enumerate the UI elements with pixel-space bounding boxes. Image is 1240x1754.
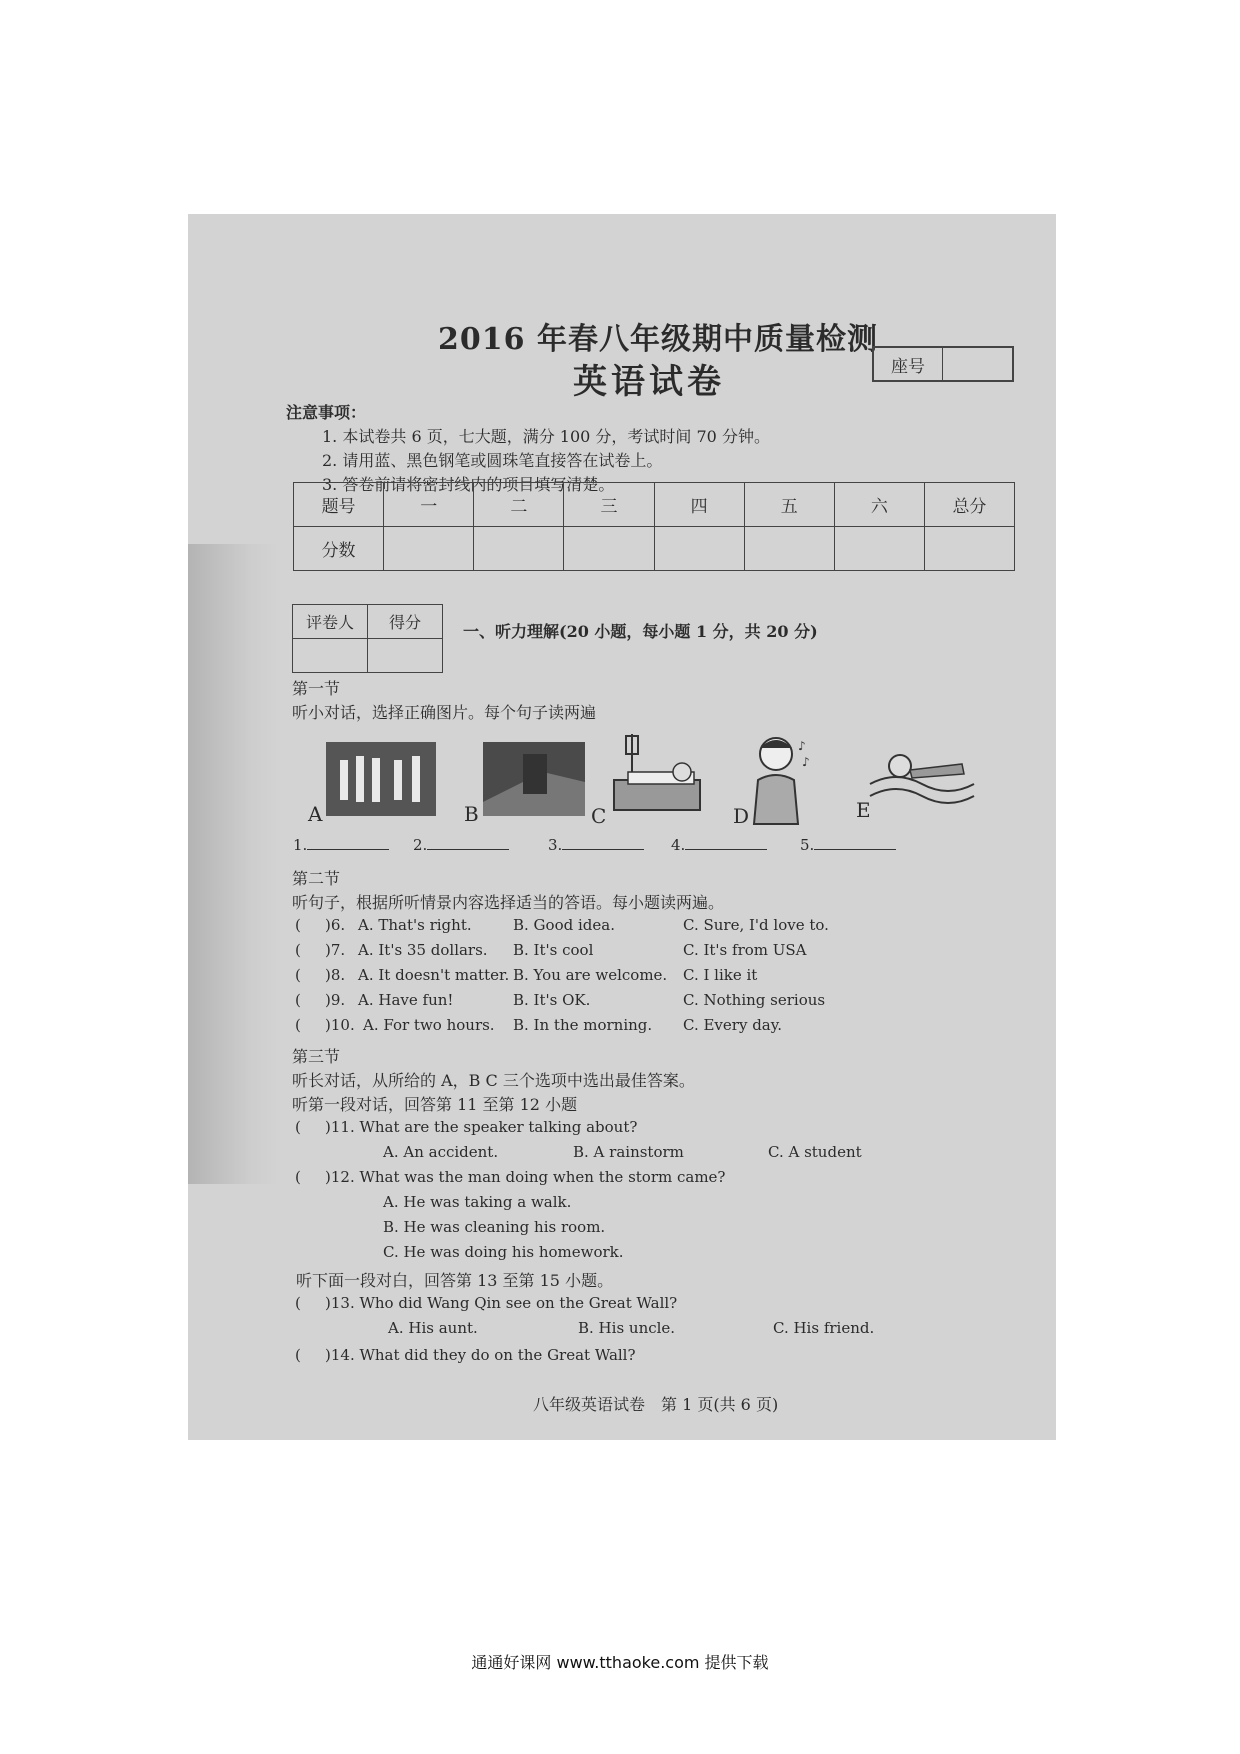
q11-option-a: A. An accident. bbox=[383, 1143, 499, 1161]
grader-cell bbox=[368, 639, 443, 673]
exam-title: 2016 年春八年级期中质量检测 bbox=[438, 322, 878, 357]
q7-stem: )7. bbox=[325, 941, 346, 959]
q11-paren: ( bbox=[295, 1118, 301, 1136]
blank-1: 1. bbox=[293, 836, 389, 854]
exam-photo bbox=[188, 214, 1056, 1440]
q10-option-b: B. In the morning. bbox=[513, 1016, 653, 1034]
q13-option-b: B. His uncle. bbox=[578, 1319, 676, 1337]
q7-paren: ( bbox=[295, 941, 301, 959]
q12-paren: ( bbox=[295, 1168, 301, 1186]
q11-option-b: B. A rainstorm bbox=[573, 1143, 684, 1161]
exam-page-footer: 八年级英语试卷 第 1 页(共 6 页) bbox=[533, 1395, 779, 1414]
score-row1-label: 题号 bbox=[294, 483, 384, 527]
q10-option-c: C. Every day. bbox=[683, 1016, 782, 1034]
q14-paren: ( bbox=[295, 1346, 301, 1364]
section-4: 四 bbox=[654, 483, 744, 527]
q13-paren: ( bbox=[295, 1294, 301, 1312]
score-cell bbox=[834, 527, 924, 571]
picture-label-d: D bbox=[733, 804, 750, 828]
blank-4: 4. bbox=[671, 836, 767, 854]
section-5: 五 bbox=[744, 483, 834, 527]
section-6: 六 bbox=[834, 483, 924, 527]
q13-option-c: C. His friend. bbox=[773, 1319, 875, 1337]
q7-option-a: A. It's 35 dollars. bbox=[358, 941, 488, 959]
note-3: 3. 答卷前请将密封线内的项目填写清楚。 bbox=[322, 475, 615, 494]
q9-option-a: A. Have fun! bbox=[358, 991, 454, 1009]
note-1: 1. 本试卷共 6 页，七大题，满分 100 分，考试时间 70 分钟。 bbox=[322, 427, 770, 446]
q7-option-c: C. It's from USA bbox=[683, 941, 807, 959]
grader-score-label: 得分 bbox=[368, 605, 443, 639]
picture-e-image bbox=[866, 740, 976, 806]
q6-option-b: B. Good idea. bbox=[513, 916, 615, 934]
score-table bbox=[293, 482, 1015, 571]
section1-heading: 第一节 bbox=[292, 679, 341, 698]
dialog1-intro: 听第一段对话，回答第 11 至第 12 小题 bbox=[292, 1095, 578, 1114]
picture-b-image bbox=[483, 742, 585, 816]
page-shadow bbox=[188, 544, 278, 1184]
q6-stem: )6. bbox=[325, 916, 346, 934]
q9-paren: ( bbox=[295, 991, 301, 1009]
picture-label-c: C bbox=[591, 804, 607, 828]
q9-option-b: B. It's OK. bbox=[513, 991, 591, 1009]
blank-3: 3. bbox=[548, 836, 644, 854]
section-3: 三 bbox=[564, 483, 654, 527]
q13-option-a: A. His aunt. bbox=[388, 1319, 478, 1337]
score-cell bbox=[924, 527, 1014, 571]
section-total: 总分 bbox=[924, 483, 1014, 527]
q8-option-a: A. It doesn't matter. bbox=[358, 966, 510, 984]
q12-option-c: C. He was doing his homework. bbox=[383, 1243, 624, 1261]
seat-number-box bbox=[872, 346, 1014, 382]
blank-5: 5. bbox=[800, 836, 896, 854]
q12-stem: )12. What was the man doing when the storm came? bbox=[325, 1168, 726, 1186]
section2-heading: 第二节 bbox=[292, 869, 341, 888]
q6-option-c: C. Sure, I'd love to. bbox=[683, 916, 829, 934]
section1-instruction: 听小对话，选择正确图片。每个句子读两遍 bbox=[292, 703, 597, 722]
score-cell bbox=[384, 527, 474, 571]
section-2: 二 bbox=[474, 483, 564, 527]
picture-label-a: A bbox=[308, 802, 323, 826]
picture-a-image bbox=[326, 742, 436, 816]
exam-subtitle: 英语试卷 bbox=[573, 362, 725, 402]
q12-option-b: B. He was cleaning his room. bbox=[383, 1218, 606, 1236]
q6-option-a: A. That's right. bbox=[358, 916, 472, 934]
picture-label-b: B bbox=[464, 802, 479, 826]
picture-label-e: E bbox=[856, 798, 871, 822]
q8-option-b: B. You are welcome. bbox=[513, 966, 668, 984]
q12-option-a: A. He was taking a walk. bbox=[383, 1193, 572, 1211]
score-row2-label: 分数 bbox=[294, 527, 384, 571]
section3-heading: 第三节 bbox=[292, 1047, 341, 1066]
section-1: 一 bbox=[384, 483, 474, 527]
note-2: 2. 请用蓝、黑色钢笔或圆珠笔直接答在试卷上。 bbox=[322, 451, 663, 470]
q11-stem: )11. What are the speaker talking about? bbox=[325, 1118, 638, 1136]
q10-stem: )10. bbox=[325, 1016, 355, 1034]
q8-option-c: C. I like it bbox=[683, 966, 758, 984]
grader-table bbox=[292, 604, 443, 673]
dialog2-intro: 听下面一段对白，回答第 13 至第 15 小题。 bbox=[296, 1271, 614, 1290]
q8-stem: )8. bbox=[325, 966, 346, 984]
seat-label: 座号 bbox=[874, 348, 943, 380]
section3-instruction: 听长对话，从所给的 A，B C 三个选项中选出最佳答案。 bbox=[292, 1071, 695, 1090]
q9-option-c: C. Nothing serious bbox=[683, 991, 826, 1009]
section2-instruction: 听句子，根据所听情景内容选择适当的答语。每小题读两遍。 bbox=[292, 893, 725, 912]
score-cell bbox=[654, 527, 744, 571]
q14-stem: )14. What did they do on the Great Wall? bbox=[325, 1346, 636, 1364]
q8-paren: ( bbox=[295, 966, 301, 984]
blank-2: 2. bbox=[413, 836, 509, 854]
score-cell bbox=[564, 527, 654, 571]
q13-stem: )13. Who did Wang Qin see on the Great Wall? bbox=[325, 1294, 678, 1312]
grader-label: 评卷人 bbox=[293, 605, 368, 639]
score-cell bbox=[474, 527, 564, 571]
picture-d-image bbox=[746, 732, 816, 826]
score-cell bbox=[744, 527, 834, 571]
grader-cell bbox=[293, 639, 368, 673]
q11-option-c: C. A student bbox=[768, 1143, 862, 1161]
download-footer: 通通好课网 www.tthaoke.com 提供下载 bbox=[471, 1653, 769, 1672]
q10-paren: ( bbox=[295, 1016, 301, 1034]
q7-option-b: B. It's cool bbox=[513, 941, 594, 959]
svg-text:♪: ♪ bbox=[802, 755, 810, 769]
q9-stem: )9. bbox=[325, 991, 346, 1009]
q10-option-a: A. For two hours. bbox=[363, 1016, 495, 1034]
notes-heading: 注意事项： bbox=[286, 403, 367, 422]
picture-c-image bbox=[608, 732, 704, 822]
svg-text:♪: ♪ bbox=[798, 739, 806, 753]
part1-title: 一、听力理解(20 小题，每小题 1 分，共 20 分) bbox=[463, 622, 818, 641]
q6-paren: ( bbox=[295, 916, 301, 934]
